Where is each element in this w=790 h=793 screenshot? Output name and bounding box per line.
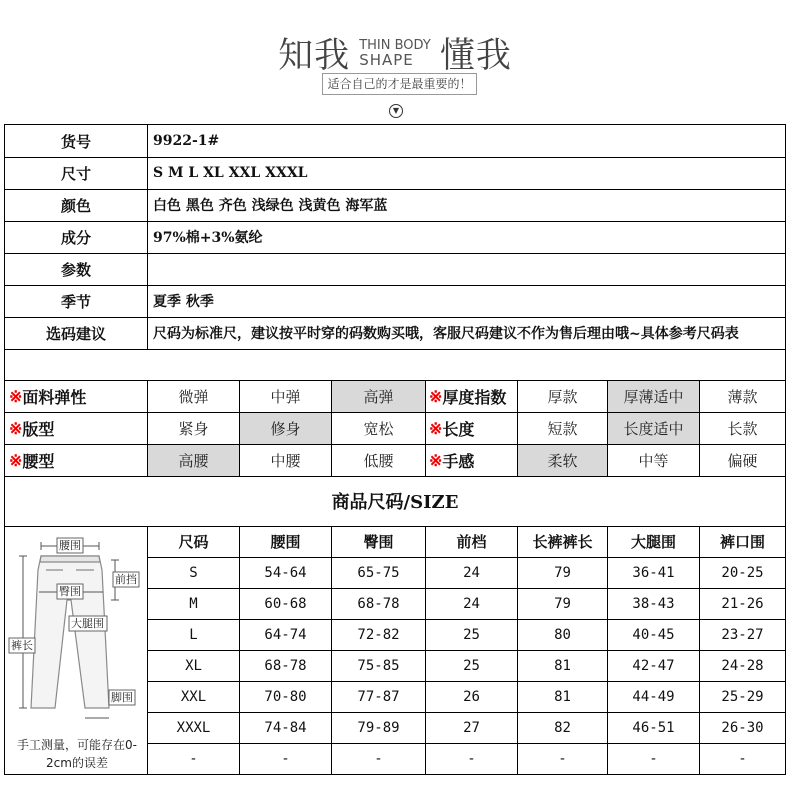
pants-measurement-diagram <box>5 530 147 774</box>
attribute-label <box>425 412 517 444</box>
column-divider <box>607 526 608 774</box>
product-spec-table <box>4 124 786 775</box>
attribute-label-text: 面料弹性 <box>22 387 87 407</box>
size-cell: M <box>189 595 198 612</box>
column-divider <box>147 526 148 774</box>
row-divider <box>147 619 785 620</box>
row-divider <box>147 650 785 651</box>
info-label: 颜色 <box>60 196 91 215</box>
size-cell: 23-27 <box>721 626 764 643</box>
size-cell: 26-30 <box>721 719 764 736</box>
size-cell: 20-25 <box>721 564 764 581</box>
brand-cn-right: 懂我 <box>439 36 512 76</box>
column-divider <box>517 380 518 476</box>
brand-cn-left: 知我 <box>278 36 351 76</box>
column-divider <box>147 380 148 476</box>
column-divider <box>331 380 332 476</box>
row-divider <box>5 444 785 445</box>
size-cell: 82 <box>554 719 571 736</box>
column-divider <box>699 380 700 476</box>
info-value: 尺码为标准尺，建议按平时穿的码数购买哦，客服尺码建议不作为售后理由哦~具体参考尺码表 <box>153 326 739 342</box>
attribute-label <box>425 380 517 412</box>
row-divider <box>147 588 785 589</box>
size-cell: 77-87 <box>357 688 400 705</box>
attribute-option: 中弹 <box>270 388 301 406</box>
size-cell: 60-68 <box>264 595 307 612</box>
label-hem: 脚围 <box>111 691 133 704</box>
size-cell: 46-51 <box>632 719 675 736</box>
row-divider <box>5 380 785 381</box>
attribute-label <box>5 412 147 444</box>
measurement-note <box>9 736 145 772</box>
size-cell: 75-85 <box>357 657 400 674</box>
column-divider <box>239 380 240 476</box>
attribute-mark: ※ <box>9 386 23 406</box>
attribute-mark: ※ <box>9 418 23 438</box>
info-value: S M L XL XXL XXXL <box>153 165 308 181</box>
attribute-option: 长度适中 <box>608 413 699 444</box>
column-divider <box>699 526 700 774</box>
attribute-option: 柔软 <box>518 445 607 476</box>
size-cell: 25 <box>463 626 480 643</box>
measurement-note-line2: 2cm的误差 <box>46 756 108 770</box>
size-cell: - <box>558 750 567 767</box>
info-value: 97%棉+3%氨纶 <box>153 230 263 246</box>
row-divider <box>5 412 785 413</box>
row-divider <box>5 221 785 222</box>
attribute-label-text: 长度 <box>442 419 475 439</box>
row-divider <box>147 557 785 558</box>
size-cell: 64-74 <box>264 626 307 643</box>
attribute-option: 中等 <box>638 452 669 470</box>
size-column-header: 裤口围 <box>719 533 765 551</box>
row-divider <box>5 157 785 158</box>
column-divider <box>425 526 426 774</box>
size-cell: 25-29 <box>721 688 764 705</box>
size-cell: 36-41 <box>632 564 675 581</box>
size-cell: 79 <box>554 595 571 612</box>
attribute-option: 厚薄适中 <box>608 381 699 412</box>
column-divider <box>517 526 518 774</box>
info-value: 9922-1# <box>153 133 220 149</box>
size-cell: 79 <box>554 564 571 581</box>
attribute-option: 薄款 <box>727 388 758 406</box>
size-cell: 74-84 <box>264 719 307 736</box>
size-cell: 72-82 <box>357 626 400 643</box>
column-divider <box>239 526 240 774</box>
size-cell: 21-26 <box>721 595 764 612</box>
attribute-label-text: 手感 <box>442 451 475 471</box>
size-cell: 54-64 <box>264 564 307 581</box>
attribute-option: 长款 <box>727 420 758 438</box>
attribute-option: 高腰 <box>148 445 239 476</box>
info-value: 白色 黑色 齐色 浅绿色 浅黄色 海军蓝 <box>153 198 388 214</box>
size-cell: - <box>738 750 747 767</box>
slogan: 适合自己的才是最重要的！ <box>322 73 477 95</box>
label-thigh: 大腿围 <box>71 617 104 630</box>
info-label: 参数 <box>60 260 91 279</box>
info-value <box>148 253 785 285</box>
measurement-note-line1: 手工测量，可能存在0- <box>17 738 137 752</box>
size-cell: 70-80 <box>264 688 307 705</box>
attribute-option: 微弹 <box>178 388 209 406</box>
size-cell: 68-78 <box>264 657 307 674</box>
size-cell: S <box>189 564 198 581</box>
attribute-option: 紧身 <box>178 420 209 438</box>
attribute-mark: ※ <box>429 386 443 406</box>
column-divider <box>331 526 332 774</box>
size-cell: 81 <box>554 657 571 674</box>
info-value: 夏季 秋季 <box>153 294 214 310</box>
size-column-header: 臀围 <box>363 533 394 551</box>
size-column-header: 长裤裤长 <box>532 533 593 551</box>
column-divider <box>147 125 148 349</box>
attribute-mark: ※ <box>429 450 443 470</box>
size-cell: 27 <box>463 719 480 736</box>
size-cell: - <box>649 750 658 767</box>
row-divider <box>5 317 785 318</box>
attribute-label-text: 版型 <box>22 419 55 439</box>
label-front-rise: 前挡 <box>115 573 137 586</box>
info-label: 成分 <box>60 228 91 247</box>
size-cell: XL <box>185 657 202 674</box>
brand-en-line2: SHAPE <box>359 51 414 69</box>
size-cell: XXL <box>180 688 207 705</box>
size-cell: 25 <box>463 657 480 674</box>
attribute-option: 厚款 <box>547 388 578 406</box>
attribute-mark: ※ <box>429 418 443 438</box>
size-cell: 68-78 <box>357 595 400 612</box>
chevron-down-icon: ▼ <box>389 104 403 118</box>
size-cell: 38-43 <box>632 595 675 612</box>
label-length: 裤长 <box>11 639 33 652</box>
size-cell: 44-49 <box>632 688 675 705</box>
size-cell: XXXL <box>176 719 211 736</box>
attribute-option: 修身 <box>240 413 331 444</box>
brand-en-line1: THIN BODY <box>359 38 431 53</box>
pants-illustration <box>5 530 147 735</box>
size-chart-title: 商品尺码/SIZE <box>331 492 459 513</box>
attribute-option: 偏硬 <box>727 452 758 470</box>
attribute-option: 中腰 <box>270 452 301 470</box>
row-divider <box>147 681 785 682</box>
size-cell: 40-45 <box>632 626 675 643</box>
size-cell: 80 <box>554 626 571 643</box>
brand-logo <box>0 28 790 78</box>
row-divider <box>147 712 785 713</box>
size-cell: 24 <box>463 595 480 612</box>
row-divider <box>5 349 785 350</box>
size-cell: - <box>374 750 383 767</box>
size-column-header: 尺码 <box>178 533 209 551</box>
row-divider <box>5 526 785 527</box>
size-column-header: 大腿围 <box>630 533 676 551</box>
attribute-label-text: 腰型 <box>22 451 55 471</box>
label-waist: 腰围 <box>59 539 81 552</box>
row-divider <box>5 285 785 286</box>
column-divider <box>607 380 608 476</box>
size-cell: 65-75 <box>357 564 400 581</box>
row-divider <box>5 476 785 477</box>
header <box>0 0 790 125</box>
info-label: 尺寸 <box>60 164 91 183</box>
info-label: 季节 <box>60 292 91 311</box>
attribute-mark: ※ <box>9 450 23 470</box>
size-cell: - <box>189 750 198 767</box>
attribute-option: 宽松 <box>363 420 394 438</box>
attribute-option: 短款 <box>547 420 578 438</box>
size-cell: 79-89 <box>357 719 400 736</box>
size-column-header: 腰围 <box>270 533 301 551</box>
attribute-label-text: 厚度指数 <box>442 387 507 407</box>
row-divider <box>5 253 785 254</box>
label-hip: 臀围 <box>59 585 81 598</box>
attribute-label <box>425 444 517 476</box>
attribute-option: 低腰 <box>363 452 394 470</box>
size-cell: 26 <box>463 688 480 705</box>
size-cell: L <box>189 626 198 643</box>
row-divider <box>5 189 785 190</box>
attribute-label <box>5 444 147 476</box>
attribute-label <box>5 380 147 412</box>
size-cell: 24 <box>463 564 480 581</box>
info-label: 货号 <box>60 132 91 151</box>
size-column-header: 前档 <box>456 533 487 551</box>
size-cell: 81 <box>554 688 571 705</box>
brand-en <box>359 38 431 68</box>
size-cell: - <box>281 750 290 767</box>
info-label: 选码建议 <box>45 324 106 343</box>
attribute-option: 高弹 <box>332 381 425 412</box>
column-divider <box>425 380 426 476</box>
row-divider <box>147 743 785 744</box>
size-cell: - <box>467 750 476 767</box>
size-cell: 42-47 <box>632 657 675 674</box>
size-cell: 24-28 <box>721 657 764 674</box>
